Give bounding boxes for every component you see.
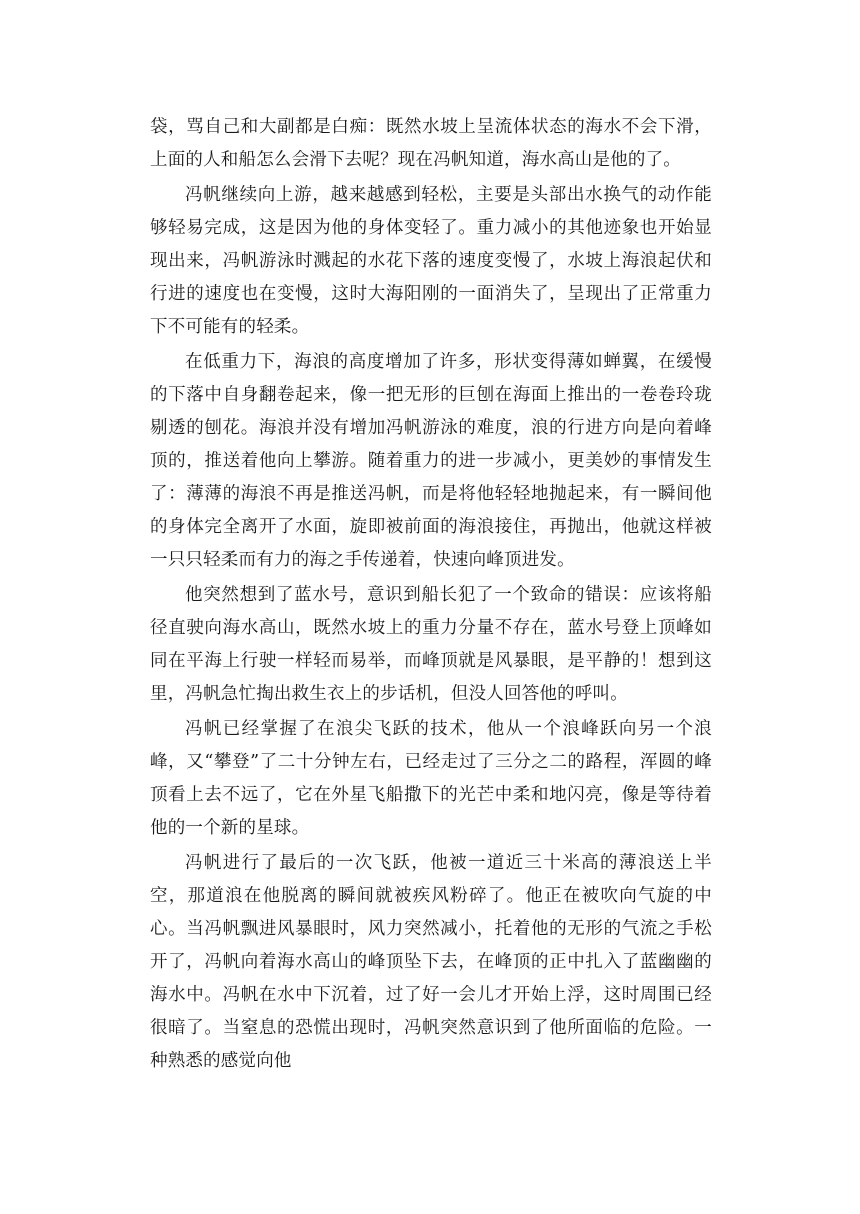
paragraph: 在低重力下，海浪的高度增加了许多，形状变得薄如蝉翼，在缓慢的下落中自身翻卷起来，像一把无形的巨刨在海面上推出的一卷卷玲珑剔透的刨花。海浪并没有增加冯帆游泳的难度，浪的行进方向是向着峰顶的，推送着他向上攀游。随着重力的进一步减小，更美妙的事情发生了：薄薄的海浪不再是推送冯帆，而是将他轻轻地抛起来，有一瞬间他的身体完全离开了水面，旋即被前面的海浪接住，再抛出，他就这样被一只只轻柔而有力的海之手传递着，快速向峰顶进发。 [150, 352, 712, 570]
document-page [150, 111, 712, 1080]
paragraph: 冯帆进行了最后的一次飞跃，他被一道近三十米高的薄浪送上半空，那道浪在他脱离的瞬间就被疾风粉碎了。他正在被吹向气旋的中心。当冯帆飘进风暴眼时，风力突然减小，托着他的无形的气流之手松开了，冯帆向着海水高山的峰顶坠下去，在峰顶的正中扎入了蓝幽幽的海水中。冯帆在水中下沉着，过了好一会儿才开始上浮，这时周围已经很暗了。当窒息的恐慌出现时，冯帆突然意识到了他所面临的危险。一种熟悉的感觉向他 [150, 853, 712, 1071]
paragraph: 冯帆已经掌握了在浪尖飞跃的技术，他从一个浪峰跃向另一个浪峰，又“攀登”了二十分钟左右，已经走过了三分之二的路程，浑圆的峰顶看上去不远了，它在外星飞船撒下的光芒中柔和地闪亮，像是等待着他的一个新的星球。 [150, 719, 712, 838]
paragraph: 袋，骂自己和大副都是白痴：既然水坡上呈流体状态的海水不会下滑，上面的人和船怎么会滑下去呢？现在冯帆知道，海水高山是他的了。 [150, 117, 712, 170]
paragraph: 他突然想到了蓝水号，意识到船长犯了一个致命的错误：应该将船径直驶向海水高山，既然水坡上的重力分量不存在，蓝水号登上顶峰如同在平海上行驶一样轻而易举，而峰顶就是风暴眼，是平静的！想到这里，冯帆急忙掏出救生衣上的步话机，但没人回答他的呼叫。 [150, 585, 712, 704]
paragraph: 冯帆继续向上游，越来越感到轻松，主要是头部出水换气的动作能够轻易完成，这是因为他的身体变轻了。重力减小的其他迹象也开始显现出来，冯帆游泳时溅起的水花下落的速度变慢了，水坡上海浪起伏和行进的速度也在变慢，这时大海阳刚的一面消失了，呈现出了正常重力下不可能有的轻柔。 [150, 185, 712, 337]
